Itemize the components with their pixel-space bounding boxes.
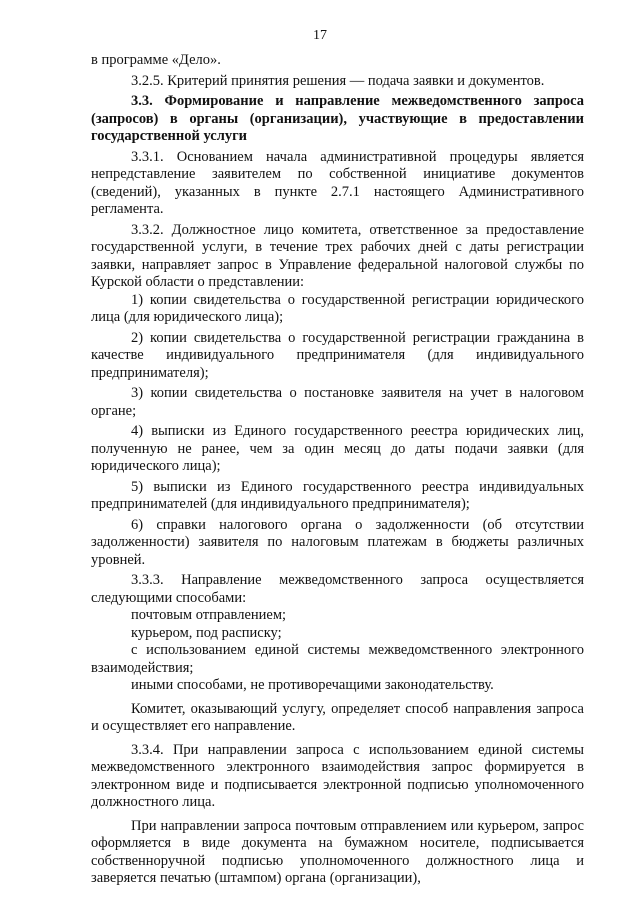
method-postal: почтовым отправлением;: [131, 607, 287, 623]
list-item-1: 1) копии свидетельства о государственной регистрации юридического лица (для юридического лица);: [91, 291, 584, 325]
document-body: [91, 52, 584, 888]
method-courier: курьером, под расписку;: [131, 624, 282, 641]
paragraph-3-3-2: 3.3.2. Должностное лицо комитета, ответственное за предоставление государственной услуги, в течение трех рабочих дней с даты регистрации заявки, направляет запрос в Управление федеральной налоговой службы по Курской области о представлении:: [91, 221, 584, 290]
method-other: иными способами, не противоречащими законодательству.: [131, 677, 494, 693]
list-item-3: 3) копии свидетельства о постановке заявителя на учет в налоговом органе;: [91, 385, 584, 419]
section-heading-3-3: 3.3. Формирование и направление межведомственного запроса (запросов) в органы (организации), участвующие в предоставлении государственной услуги: [91, 93, 584, 144]
paragraph-continuation: в программе «Дело».: [91, 52, 221, 68]
list-item-5: 5) выписки из Единого государственного реестра индивидуальных предпринимателей (для индивидуального предпринимателя);: [91, 478, 584, 512]
page-number: 17: [313, 28, 327, 43]
paragraph-3-3-4: 3.3.4. При направлении запроса с использованием единой системы межведомственного электронного взаимодействия запрос формируется в электронном виде и подписывается электронной подписью уполномоченного должностного лица.: [91, 741, 584, 810]
list-item-4: 4) выписки из Единого государственного реестра юридических лиц, полученную не ранее, чем за один месяц до даты подачи заявки (для юридического лица);: [91, 423, 584, 474]
list-item-2: 2) копии свидетельства о государственной регистрации гражданина в качестве индивидуального предпринимателя (для индивидуального предпринимателя);: [91, 329, 584, 381]
paragraph-3-3-3: 3.3.3. Направление межведомственного запроса осуществляется следующими способами:: [91, 572, 584, 606]
paragraph-3-3-1: 3.3.1. Основанием начала административной процедуры является непредставление заявителем по собственной инициативе документов (сведений), указанных в пункте 2.7.1 настоящего Административного регламента.: [91, 148, 584, 217]
paragraph-committee: Комитет, оказывающий услугу, определяет способ направления запроса и осуществляет его направление.: [91, 700, 584, 734]
method-electronic: с использованием единой системы межведомственного электронного взаимодействия;: [91, 642, 584, 676]
paragraph-postal-request: При направлении запроса почтовым отправлением или курьером, запрос оформляется в виде документа на бумажном носителе, подписывается собственноручной подписью уполномоченного должностного лица и заверяется печатью (штампом) органа (организации),: [91, 817, 584, 886]
paragraph-3-2-5: 3.2.5. Критерий принятия решения — подача заявки и документов.: [131, 72, 545, 89]
list-item-6: 6) справки налогового органа о задолженности (об отсутствии задолженности) заявителя по налоговым платежам в бюджеты различных уровней.: [91, 516, 584, 568]
